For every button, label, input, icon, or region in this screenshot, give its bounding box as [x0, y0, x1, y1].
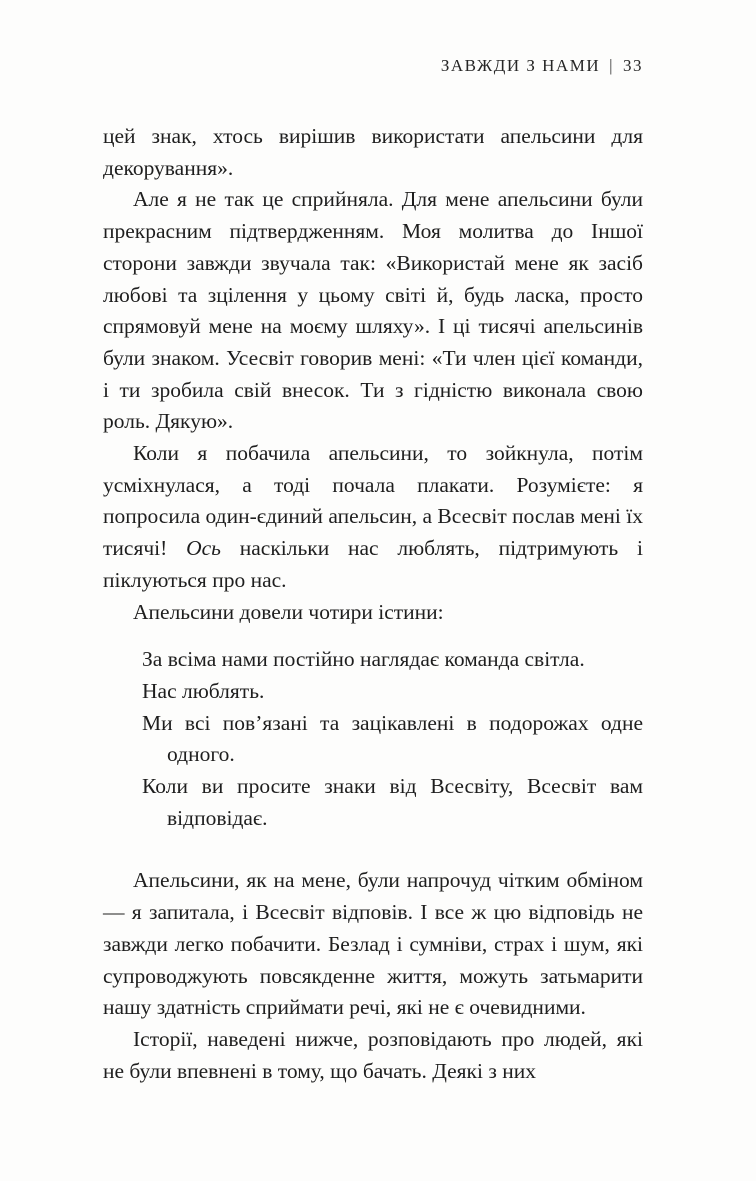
header-separator: |	[609, 56, 614, 75]
paragraph-stories-intro: Історії, наведені нижче, розповідають про людей, які не були впевнені в тому, що бачать. Деякі з них	[103, 1026, 643, 1083]
paragraph-reaction-after: наскільки нас люблять, підтримують і піклуються про нас.	[103, 536, 643, 592]
page-number: 33	[623, 56, 643, 75]
truth-item-2: Нас люблять.	[142, 678, 265, 703]
paragraph-four-truths-intro: Апельсини довели чотири істини:	[133, 599, 444, 624]
paragraph-exchange: Апельсини, як на мене, були напрочуд чітким обміном — я запитала, і Всесвіт відповів. І все ж цю відповідь не завжди легко побачити. Безлад і сумніви, страх і шум, які супроводжують повсякденне життя, можуть затьмарити нашу здатність сприймати речі, які не є очевидними.	[103, 868, 643, 1020]
paragraph-continuation: цей знак, хтось вирішив використати апельсини для декорування».	[103, 124, 643, 180]
truth-item-3: Ми всі пов’язані та зацікавлені в подорожах одне одного.	[142, 710, 643, 767]
page-body	[103, 121, 643, 1087]
italic-word: Ось	[186, 536, 221, 561]
paragraph-oranges-confirmation: Але я не так це сприйняла. Для мене апельсини були прекрасним підтвердженням. Моя молитва до Іншої сторони завжди звучала так: «Використай мене як засіб любові та зцілення у цьому світі й, будь ласка, просто спрямовуй мене на моєму шляху». І ці тисячі апельсинів були знаком. Усесвіт говорив мені: «Ти член цієї команди, і ти зробила свій внесок. Ти з гідністю виконала свою роль. Дякую».	[103, 187, 643, 434]
running-header	[103, 56, 643, 76]
truth-item-1: За всіма нами постійно наглядає команда світла.	[142, 647, 585, 672]
truth-item-4: Коли ви просите знаки від Всесвіту, Всесвіт вам відповідає.	[142, 774, 643, 830]
paragraph-reaction-before: Коли я побачила апельсини, то зойкнула, потім усміхнулася, а тоді почала плакати. Розумієте: я попросила один-єдиний апельсин, а Всесвіт послав мені їх тисячі!	[103, 441, 643, 561]
paragraph-reaction	[103, 438, 643, 597]
truths-list	[103, 644, 643, 834]
running-title: ЗАВЖДИ З НАМИ	[440, 56, 601, 75]
